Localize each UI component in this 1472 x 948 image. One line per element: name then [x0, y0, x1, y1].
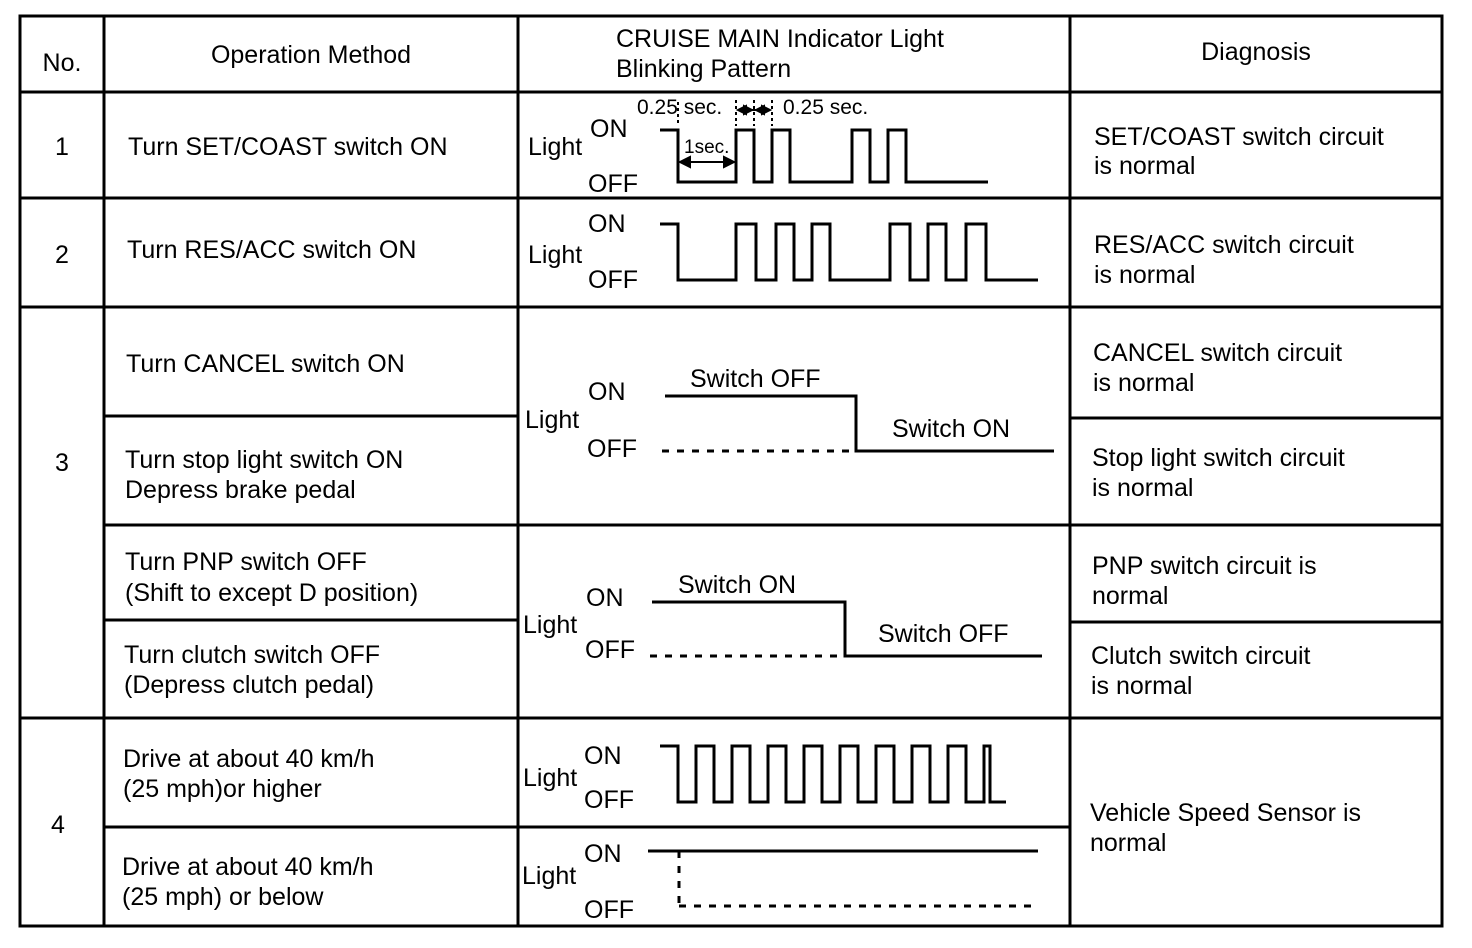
- row4-operation-higher-line2: (25 mph)or higher: [123, 775, 322, 803]
- row1-dim-right: 0.25 sec.: [783, 96, 869, 119]
- row3-diagnosis-cancel-line2: is normal: [1093, 369, 1195, 397]
- row3-diagnosis-stop-line1: Stop light switch circuit: [1092, 444, 1345, 472]
- header-diagnosis: Diagnosis: [1201, 38, 1311, 66]
- row3a-light-label: Light: [525, 406, 580, 434]
- row1-diagnosis-line1: SET/COAST switch circuit: [1094, 123, 1384, 151]
- row3-operation-clutch-line2: (Depress clutch pedal): [124, 671, 375, 699]
- row3b-off-label: OFF: [585, 636, 635, 664]
- row3a-switch-off: Switch OFF: [690, 365, 821, 393]
- row3-operation-stop-line1: Turn stop light switch ON: [125, 446, 404, 474]
- row3-operation-stop-line2: Depress brake pedal: [125, 476, 356, 504]
- row4-operation-below-line2: (25 mph) or below: [122, 883, 324, 911]
- row3-diagnosis-pnp-line1: PNP switch circuit is: [1092, 552, 1317, 580]
- row2-operation: Turn RES/ACC switch ON: [127, 236, 417, 264]
- row3-operation-cancel: Turn CANCEL switch ON: [126, 350, 405, 378]
- row1-dim-period: 1sec.: [684, 137, 730, 158]
- row4a-off-label: OFF: [584, 786, 634, 814]
- dim-arrowhead-f: [724, 157, 734, 167]
- header-pattern-line1: CRUISE MAIN Indicator Light: [616, 25, 944, 53]
- row4b-on-label: ON: [584, 840, 622, 868]
- row4-diagnosis-line2: normal: [1090, 829, 1167, 857]
- row1-operation: Turn SET/COAST switch ON: [128, 133, 448, 161]
- row3a-switch-on: Switch ON: [892, 415, 1011, 443]
- row3-diagnosis-pnp-line2: normal: [1092, 582, 1169, 610]
- row-number-4: 4: [51, 811, 65, 839]
- row4a-light-label: Light: [523, 764, 578, 792]
- header-operation-method: Operation Method: [210, 41, 412, 69]
- row3-operation-pnp-line1: Turn PNP switch OFF: [125, 548, 367, 576]
- row4-operation-below-line1: Drive at about 40 km/h: [122, 853, 374, 881]
- row2-diagnosis-line1: RES/ACC switch circuit: [1094, 231, 1354, 259]
- row2-diagnosis-line2: is normal: [1094, 261, 1196, 289]
- row1-off-label: OFF: [588, 170, 638, 198]
- row-number-3: 3: [55, 449, 69, 477]
- row-number-2: 2: [55, 241, 69, 269]
- waveform-row4a: [660, 746, 1006, 802]
- row3b-switch-on: Switch ON: [678, 571, 797, 599]
- row3a-on-label: ON: [588, 378, 626, 406]
- row-number-1: 1: [55, 133, 69, 161]
- waveform-row2: [660, 224, 1038, 280]
- row1-dim-left: 0.25 sec.: [637, 96, 723, 119]
- row4a-on-label: ON: [584, 742, 622, 770]
- row3b-light-label: Light: [523, 611, 578, 639]
- row3-operation-pnp-line2: (Shift to except D position): [125, 579, 419, 607]
- row4b-light-label: Light: [522, 862, 577, 890]
- row2-light-label: Light: [528, 241, 583, 269]
- row3b-on-label: ON: [586, 584, 624, 612]
- row1-diagnosis-line2: is normal: [1094, 152, 1196, 180]
- row2-off-label: OFF: [588, 266, 638, 294]
- header-pattern-line2: Blinking Pattern: [616, 55, 792, 83]
- row3-diagnosis-clutch-line1: Clutch switch circuit: [1091, 642, 1311, 670]
- dim-arrowhead-d: [762, 106, 770, 114]
- row3-operation-clutch-line1: Turn clutch switch OFF: [124, 641, 381, 669]
- row3-diagnosis-cancel-line1: CANCEL switch circuit: [1093, 339, 1343, 367]
- row4b-off-label: OFF: [584, 896, 634, 924]
- row1-light-label: Light: [528, 133, 583, 161]
- row3b-switch-off: Switch OFF: [878, 620, 1009, 648]
- dim-arrowhead-e: [680, 157, 690, 167]
- row3-diagnosis-stop-line2: is normal: [1092, 474, 1194, 502]
- row3a-off-label: OFF: [587, 435, 637, 463]
- row3-diagnosis-clutch-line2: is normal: [1091, 672, 1193, 700]
- row4-diagnosis-line1: Vehicle Speed Sensor is: [1090, 799, 1362, 827]
- row4-operation-higher-line1: Drive at about 40 km/h: [123, 745, 375, 773]
- header-no: No.: [42, 49, 82, 77]
- row1-on-label: ON: [590, 115, 628, 143]
- dim-arrowhead-b: [744, 106, 752, 114]
- row2-on-label: ON: [588, 210, 626, 238]
